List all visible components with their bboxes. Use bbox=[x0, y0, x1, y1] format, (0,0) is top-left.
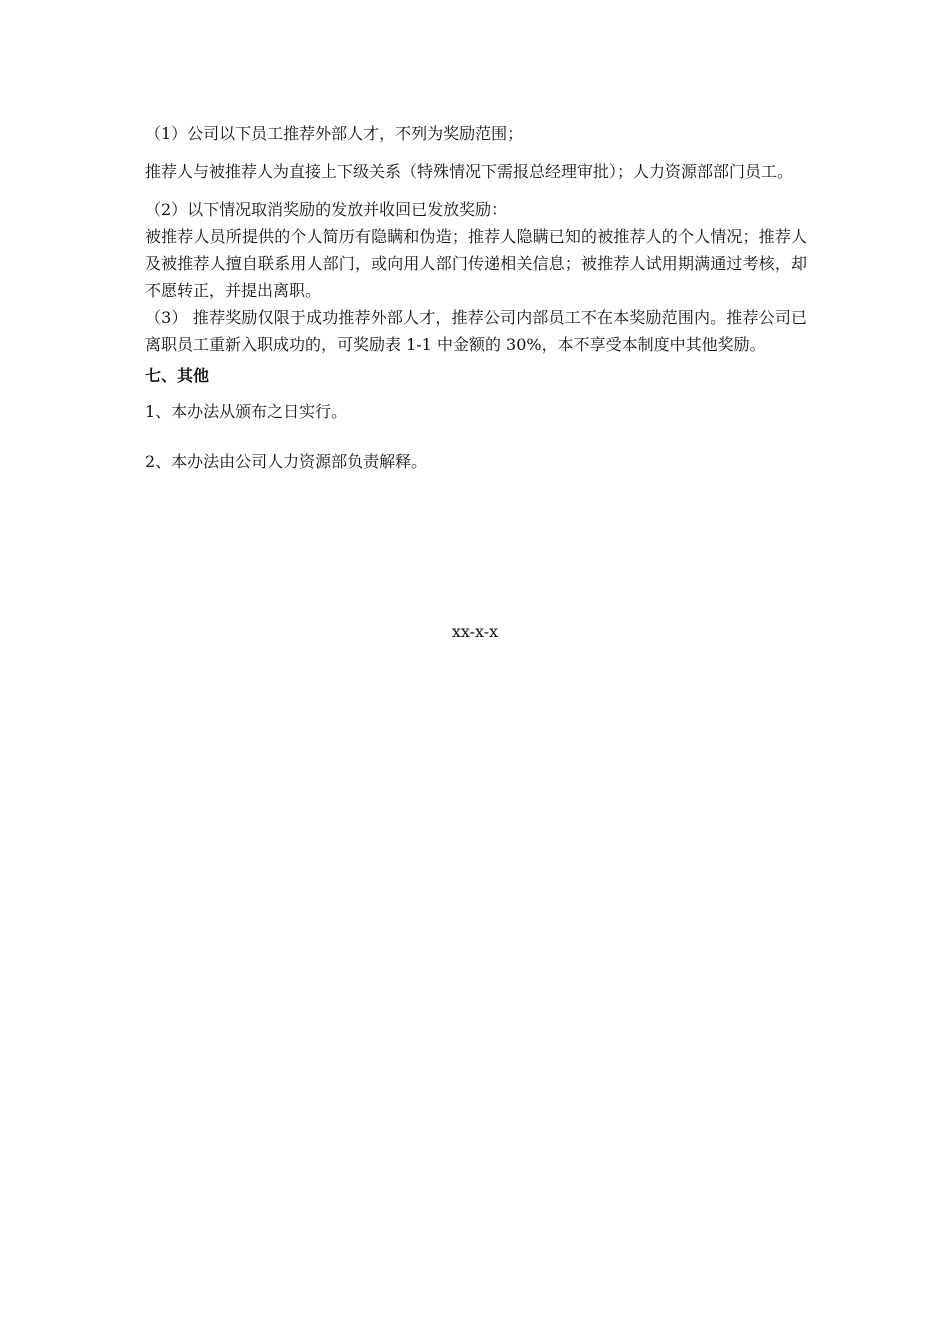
paragraph-scope: （3） 推荐奖励仅限于成功推荐外部人才，推荐公司内部员工不在本奖励范围内。推荐公司已离职员工重新入职成功的，可奖励表 1-1 中金额的 30%，本不享受本制度中其他奖励。 bbox=[145, 308, 807, 354]
paragraph-cancel-detail: 被推荐人员所提供的个人简历有隐瞒和伪造；推荐人隐瞒已知的被推荐人的个人情况；推荐人及被推荐人擅自联系用人部门，或向用人部门传递相关信息；被推荐人试用期满通过考核，却不愿转正，并提出离职。 bbox=[145, 227, 807, 300]
paragraph-cancel-title: （2）以下情况取消奖励的发放并收回已发放奖励： bbox=[145, 200, 508, 219]
list-item-effective: 1、本办法从颁布之日实行。 bbox=[145, 402, 348, 421]
paragraph-exclusion-title: （1）公司以下员工推荐外部人才，不列为奖励范围； bbox=[145, 124, 524, 143]
section-heading-other: 七、其他 bbox=[145, 366, 210, 385]
paragraph-exclusion-detail: 推荐人与被推荐人为直接上下级关系（特殊情况下需报总经理审批）；人力资源部部门员工。 bbox=[145, 162, 794, 181]
list-item-interpretation: 2、本办法由公司人力资源部负责解释。 bbox=[145, 452, 428, 471]
document-body bbox=[145, 120, 807, 475]
document-date: xx-x-x bbox=[451, 622, 499, 641]
